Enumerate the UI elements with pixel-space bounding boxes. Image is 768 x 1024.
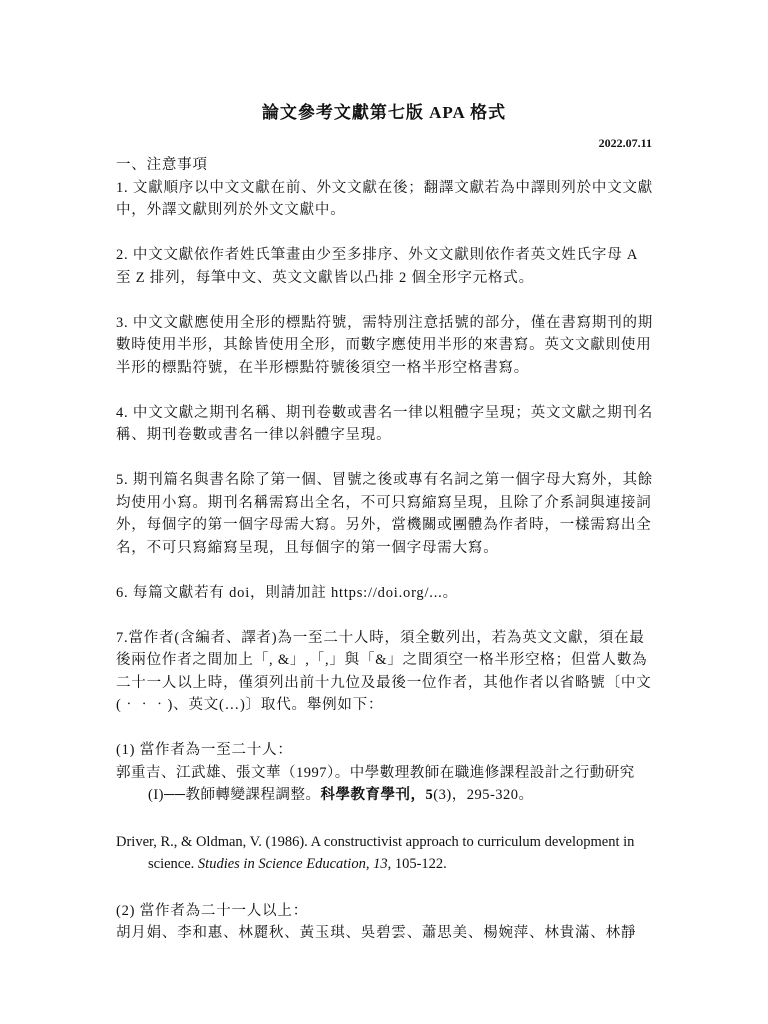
reference-zh-text: 郭重吉、江武雄、張文華（1997）。中學數理教師在職進修課程設計之行動研究(I)──教師轉變課程調整。 xyxy=(116,764,635,803)
note-item-3: 3. 中文文獻應使用全形的標點符號，需特別注意括號的部分，僅在書寫期刊的期數時使用半形，其餘皆使用全形，而數字應使用半形的來書寫。英文文獻則使用半形的標點符號，在半形標點符號後須空一格半形空格書寫。 xyxy=(116,314,654,376)
note-item-6: 6. 每篇文獻若有 doi，則請加註 https://doi.org/...。 xyxy=(116,584,458,601)
reference-en-text: Driver, R., & Oldman, V. (1986). A constructivist approach to curriculum development in science. xyxy=(116,833,635,872)
note-item-2: 2. 中文文獻依作者姓氏筆畫由少至多排序、外文文獻則依作者英文姓氏字母 A 至 Z 排列，每筆中文、英文文獻皆以凸排 2 個全形字元格式。 xyxy=(116,247,638,286)
authors-line: 胡月娟、李和惠、林麗秋、黃玉琪、吳碧雲、蕭思美、楊婉萍、林貴滿、林靜 xyxy=(116,925,637,941)
reference-en-pages: , 105-122. xyxy=(387,856,447,872)
note-item-4: 4. 中文文獻之期刊名稱、期刊卷數或書名一律以粗體字呈現；英文文獻之期刊名稱、期刊卷數或書名一律以斜體字呈現。 xyxy=(116,404,654,443)
case-1-heading: (1) 當作者為一至二十人： xyxy=(116,742,293,758)
case-2-heading: (2) 當作者為二十一人以上： xyxy=(116,902,309,919)
note-item-1: 1. 文獻順序以中文文獻在前、外文文獻在後；翻譯文獻若為中譯則列於中文文獻中，外譯文獻則列於外文文獻中。 xyxy=(116,179,654,218)
document-body xyxy=(116,154,654,945)
reference-zh xyxy=(116,762,654,807)
note-item-5: 5. 期刊篇名與書名除了第一個、冒號之後或專有名詞之第一個字母大寫外，其餘均使用小寫。期刊名稱需寫出全名，不可只寫縮寫呈現，且除了介系詞與連接詞外，每個字的第一個字母需大寫。另外，當機關或團體為作者時，一樣需寫出全名，不可只寫縮寫呈現，且每個字的第一個字母需大寫。 xyxy=(116,472,654,556)
reference-zh-journal: 科學教育學刊，5 xyxy=(320,787,434,803)
reference-en xyxy=(116,831,654,876)
document-title: 論文參考文獻第七版 APA 格式 xyxy=(261,103,507,122)
reference-en-journal: Studies in Science Education, 13 xyxy=(197,856,388,872)
document-date: 2022.07.11 xyxy=(598,136,652,150)
note-item-7: 7.當作者(含編者、譯者)為一至二十人時，須全數列出，若為英文文獻，須在最後兩位作者之間加上「, &」,「,」與「&」之間須空一格半形空格；但當人數為二十一人以上時，僅須列出前十九位及最後一位作者，其他作者以省略號〔中文(‧‧‧)、英文(…)〕取代。舉例如下： xyxy=(116,629,652,713)
reference-zh-pages: (3)，295-320。 xyxy=(433,787,534,803)
section-heading: 一、注意事項 xyxy=(116,157,208,173)
